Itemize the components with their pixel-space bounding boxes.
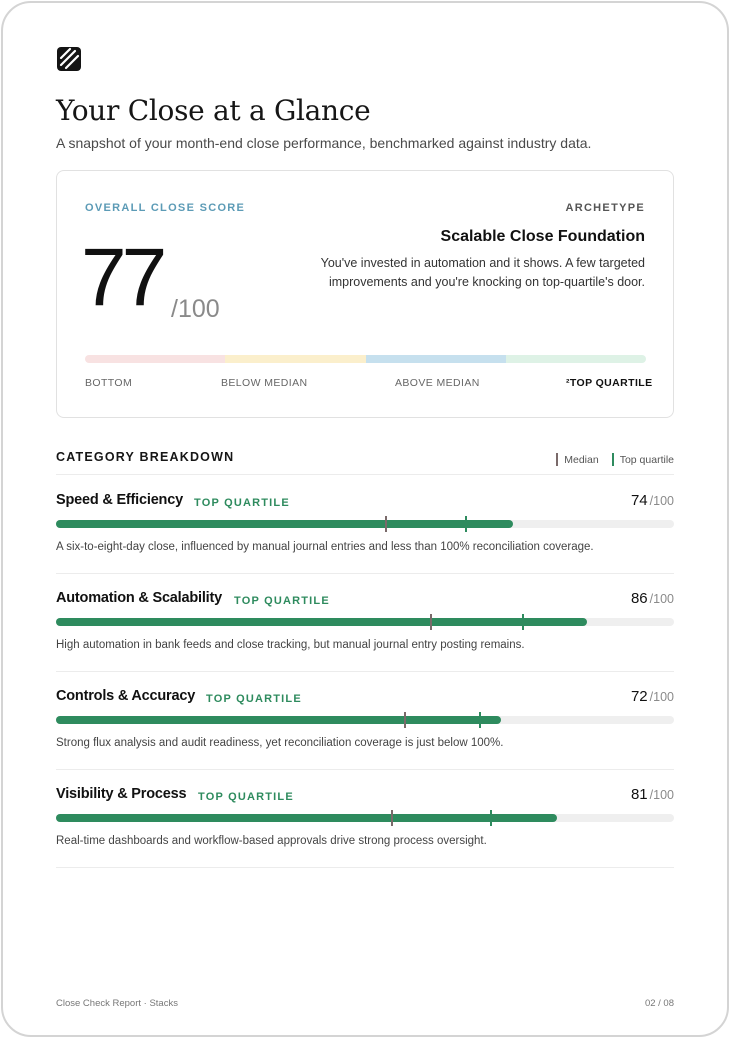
stacks-logo-icon: [57, 47, 81, 71]
footer-report-name: Close Check Report · Stacks: [56, 998, 178, 1009]
benchmark-legend: [556, 453, 674, 466]
tier-label: ABOVE MEDIAN: [395, 377, 480, 389]
footer-page-number: 02 / 08: [644, 998, 674, 1009]
category-score-max: /100: [649, 788, 674, 802]
top-quartile-marker: [490, 810, 492, 826]
category-description: Real-time dashboards and workflow-based approvals drive strong process oversight.: [56, 835, 487, 847]
legend-marker-icon: [612, 453, 614, 466]
overall-score-label: OVERALL CLOSE SCORE: [85, 202, 246, 214]
category-score: [631, 688, 674, 706]
category-badge: TOP QUARTILE: [198, 791, 294, 803]
category-score: [631, 492, 674, 510]
category-score: [631, 590, 674, 608]
tier-segment: [506, 355, 646, 363]
category-name: Automation & Scalability: [56, 590, 222, 606]
overall-score-value: 77: [81, 232, 163, 323]
category-score-value: 86: [630, 590, 648, 607]
category-score: [631, 786, 674, 804]
category-description: Strong flux analysis and audit readiness, yet reconciliation coverage is just below 100%.: [56, 737, 504, 749]
legend-label: Top quartile: [619, 453, 674, 466]
tier-segment: [225, 355, 365, 363]
overall-score-max: /100: [171, 295, 220, 323]
median-marker: [404, 712, 406, 728]
page-title: Your Close at a Glance: [56, 94, 371, 127]
divider: [56, 671, 674, 672]
archetype-label: ARCHETYPE: [565, 202, 645, 214]
divider: [56, 573, 674, 574]
category-score-max: /100: [649, 494, 674, 508]
category-badge: TOP QUARTILE: [234, 595, 330, 607]
top-quartile-marker: [465, 516, 467, 532]
category-score-max: /100: [649, 592, 674, 606]
tier-label: BOTTOM: [85, 377, 133, 389]
category-breakdown-title: CATEGORY BREAKDOWN: [56, 450, 235, 464]
category-score-max: /100: [649, 690, 674, 704]
divider: [56, 867, 674, 868]
category-description: High automation in bank feeds and close tracking, but manual journal entry posting remains.: [56, 639, 525, 651]
archetype-name: Scalable Close Foundation: [440, 228, 645, 245]
tier-label: BELOW MEDIAN: [221, 377, 308, 389]
category-score-value: 81: [630, 786, 648, 803]
page-subtitle: A snapshot of your month-end close performance, benchmarked against industry data.: [56, 135, 592, 151]
category-score-value: 72: [630, 688, 648, 705]
legend-item: [612, 453, 674, 466]
tier-label: ²TOP QUARTILE: [566, 377, 653, 389]
category-name: Visibility & Process: [56, 786, 187, 802]
category-name: Speed & Efficiency: [56, 492, 183, 508]
tier-segment: [85, 355, 225, 363]
category-progress-fill: [56, 520, 513, 528]
top-quartile-marker: [522, 614, 524, 630]
category-badge: TOP QUARTILE: [194, 497, 290, 509]
category-name: Controls & Accuracy: [56, 688, 196, 704]
tier-scale-labels: [85, 377, 653, 391]
median-marker: [430, 614, 432, 630]
tier-segment: [366, 355, 506, 363]
archetype-description: You've invested in automation and it shows. A few targeted improvements and you're knocking on top-quartile's door.: [320, 256, 645, 289]
category-row: [56, 688, 674, 786]
category-row: [56, 590, 674, 688]
legend-item: [556, 453, 598, 466]
category-progress-track: [56, 520, 674, 528]
category-progress-track: [56, 716, 674, 724]
category-progress-track: [56, 814, 674, 822]
overall-score-card: [56, 170, 674, 418]
median-marker: [385, 516, 387, 532]
category-progress-fill: [56, 618, 587, 626]
median-marker: [391, 810, 393, 826]
category-progress-track: [56, 618, 674, 626]
top-quartile-marker: [479, 712, 481, 728]
tier-scale-bar: [85, 355, 646, 363]
legend-label: Median: [564, 453, 599, 466]
category-progress-fill: [56, 716, 501, 724]
category-score-value: 74: [630, 492, 648, 509]
category-description: A six-to-eight-day close, influenced by manual journal entries and less than 100% reconciliation coverage.: [56, 541, 594, 553]
divider: [56, 474, 674, 475]
category-badge: TOP QUARTILE: [206, 693, 302, 705]
divider: [56, 769, 674, 770]
category-progress-fill: [56, 814, 557, 822]
category-row: [56, 492, 674, 590]
legend-marker-icon: [556, 453, 558, 466]
category-row: [56, 786, 674, 884]
